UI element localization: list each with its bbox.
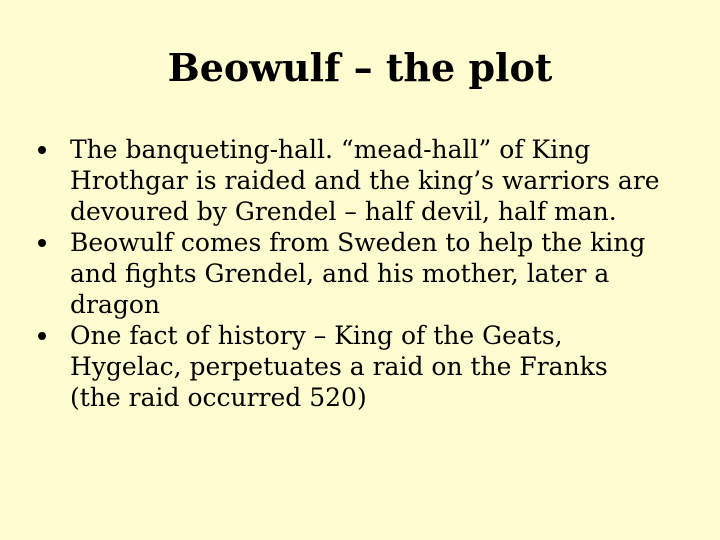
bullet-item (36, 320, 666, 413)
bullet-dot-icon (38, 239, 46, 247)
bullet-dot-icon (38, 146, 46, 154)
bullet-dot-icon (38, 332, 46, 340)
bullet-list (36, 134, 666, 413)
bullet-item (36, 134, 666, 227)
bullet-item (36, 227, 666, 320)
bullet-text: One fact of history – King of the Geats, Hygelac, perpetuates a raid on the Franks (the raid occurred 520) (70, 321, 608, 412)
bullet-text: Beowulf comes from Sweden to help the king and fights Grendel, and his mother, later a dragon (70, 228, 646, 319)
slide-title: Beowulf – the plot (167, 45, 553, 90)
bullet-text: The banqueting-hall. “mead-hall” of King Hrothgar is raided and the king’s warriors are devoured by Grendel – half devil, half man. (70, 135, 660, 226)
